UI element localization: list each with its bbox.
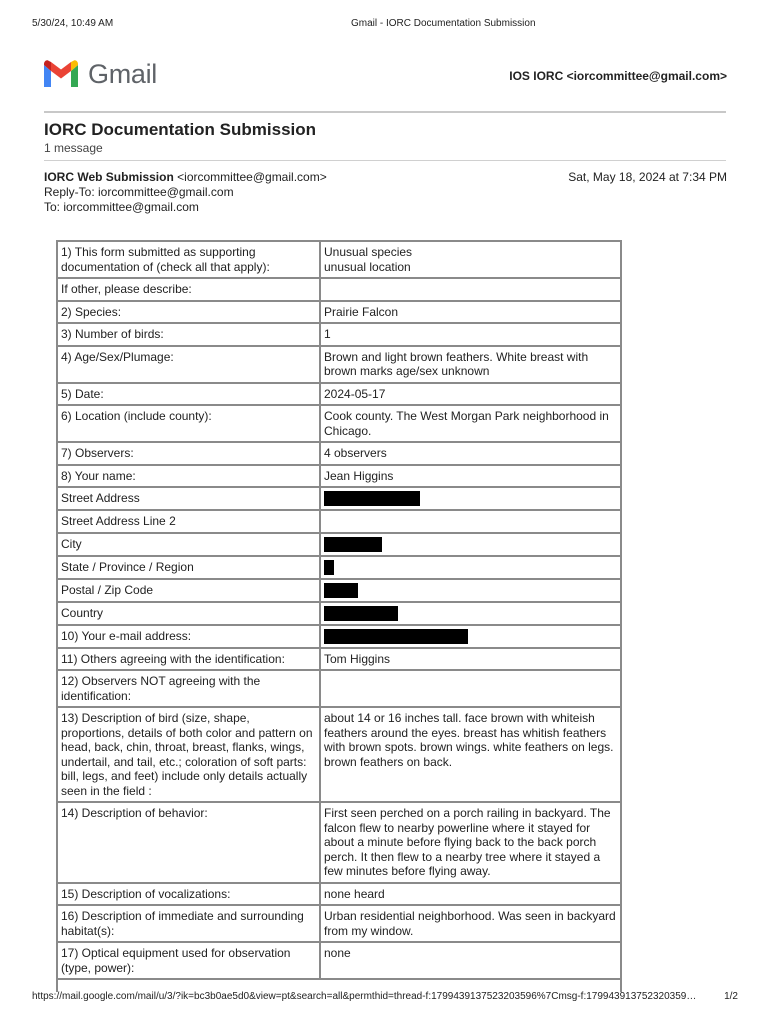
form-question: Country: [57, 602, 320, 625]
form-row: [57, 383, 621, 406]
form-row: [57, 323, 621, 346]
form-question: 4) Age/Sex/Plumage:: [57, 346, 320, 383]
redacted-block: [324, 583, 358, 598]
form-question: 7) Observers:: [57, 442, 320, 465]
form-answer: 4 observers: [320, 442, 621, 465]
gmail-wordmark: Gmail: [88, 58, 158, 89]
form-question: 6) Location (include county):: [57, 405, 320, 442]
form-question: 15) Description of vocalizations:: [57, 883, 320, 906]
gmail-logo: [42, 58, 157, 90]
form-question: 1) This form submitted as supporting documentation of (check all that apply):: [57, 241, 320, 278]
form-question: 14) Description of behavior:: [57, 802, 320, 883]
form-question: 12) Observers NOT agreeing with the identification:: [57, 670, 320, 707]
message-meta: [44, 170, 327, 215]
form-question: Street Address: [57, 487, 320, 510]
form-question: 16) Description of immediate and surrounding habitat(s):: [57, 905, 320, 942]
form-row: [57, 670, 621, 707]
redacted-block: [324, 606, 398, 621]
form-answer: none: [320, 942, 621, 979]
form-answer: none heard: [320, 883, 621, 906]
form-answer: 1: [320, 323, 621, 346]
form-row: [57, 602, 621, 625]
form-answer: [320, 533, 621, 556]
form-answer: [320, 510, 621, 533]
gmail-logo-icon: [42, 59, 80, 89]
print-header: [32, 18, 738, 32]
sender-email: <iorcommittee@gmail.com>: [177, 170, 327, 184]
form-row: [57, 707, 621, 802]
form-question: 2) Species:: [57, 301, 320, 324]
print-timestamp: 5/30/24, 10:49 AM: [32, 18, 114, 29]
form-row: [57, 465, 621, 488]
form-question: 11) Others agreeing with the identification:: [57, 648, 320, 671]
form-answer: about 14 or 16 inches tall. face brown with whiteish feathers around the eyes. breast has whitish feathers with brown spots. brown wings. white feathers on legs. brown feathers on back.: [320, 707, 621, 802]
redacted-block: [324, 537, 382, 552]
form-row: [57, 802, 621, 883]
redacted-block: [324, 629, 468, 644]
form-answer: Cook county. The West Morgan Park neighborhood in Chicago.: [320, 405, 621, 442]
subject-divider: [44, 160, 726, 161]
form-question: 8) Your name:: [57, 465, 320, 488]
form-question: 3) Number of birds:: [57, 323, 320, 346]
sender-name: IORC Web Submission: [44, 170, 174, 184]
form-answer: [320, 602, 621, 625]
form-question: 10) Your e-mail address:: [57, 625, 320, 648]
from-line: [44, 170, 327, 185]
form-row: [57, 510, 621, 533]
form-row: [57, 405, 621, 442]
redacted-block: [324, 491, 420, 506]
form-answer: [320, 556, 621, 579]
form-row: [57, 442, 621, 465]
form-answer: Jean Higgins: [320, 465, 621, 488]
form-row: [57, 648, 621, 671]
form-row: [57, 533, 621, 556]
message-count: 1 message: [44, 141, 103, 155]
header-divider: [44, 111, 726, 113]
submission-form-table: [56, 240, 622, 980]
form-answer: [320, 278, 621, 301]
form-row: [57, 905, 621, 942]
form-row: [57, 346, 621, 383]
email-subject: IORC Documentation Submission: [44, 120, 317, 139]
page-number: 1/2: [724, 991, 738, 1002]
form-answer: [320, 579, 621, 602]
form-question: State / Province / Region: [57, 556, 320, 579]
form-question: 17) Optical equipment used for observation (type, power):: [57, 942, 320, 979]
table-frame-right: [620, 972, 622, 992]
form-row: [57, 487, 621, 510]
form-question: 5) Date:: [57, 383, 320, 406]
form-answer: Tom Higgins: [320, 648, 621, 671]
form-question: 13) Description of bird (size, shape, proportions, details of both color and pattern on head, back, chin, throat, breast, flanks, wings, undertail, and tail, etc.; coloration of soft parts: bill, legs, and feet) include only details actually seen in the field :: [57, 707, 320, 802]
form-question: If other, please describe:: [57, 278, 320, 301]
form-question: Street Address Line 2: [57, 510, 320, 533]
print-page-title: Gmail - IORC Documentation Submission: [351, 18, 536, 29]
form-row: [57, 556, 621, 579]
form-row: [57, 883, 621, 906]
form-row: [57, 278, 621, 301]
to-line: To: iorcommittee@gmail.com: [44, 200, 199, 214]
form-row: [57, 579, 621, 602]
form-answer: [320, 670, 621, 707]
account-label: IOS IORC <iorcommittee@gmail.com>: [509, 69, 727, 83]
form-answer: First seen perched on a porch railing in backyard. The falcon flew to nearby powerline where it stayed for about a minute before flying back to the back porch perch. It then flew to a nearby tree where it stayed a few minutes before flying away.: [320, 802, 621, 883]
message-date: Sat, May 18, 2024 at 7:34 PM: [568, 170, 727, 184]
form-row: [57, 301, 621, 324]
form-answer: [320, 625, 621, 648]
form-question: City: [57, 533, 320, 556]
redacted-block: [324, 560, 334, 575]
reply-to-line: Reply-To: iorcommittee@gmail.com: [44, 185, 234, 199]
form-row: [57, 241, 621, 278]
form-answer: [320, 487, 621, 510]
form-answer: Prairie Falcon: [320, 301, 621, 324]
form-answer: 2024-05-17: [320, 383, 621, 406]
form-answer: Urban residential neighborhood. Was seen in backyard from my window.: [320, 905, 621, 942]
form-row: [57, 625, 621, 648]
form-answer: Brown and light brown feathers. White breast with brown marks age/sex unknown: [320, 346, 621, 383]
form-question: Postal / Zip Code: [57, 579, 320, 602]
form-answer: Unusual species unusual location: [320, 241, 621, 278]
print-url: https://mail.google.com/mail/u/3/?ik=bc3b0ae5d0&view=pt&search=all&permthid=thread-f:1799439137523203596%7Cmsg-f:179943913752320359…: [32, 991, 697, 1002]
table-frame-left: [56, 972, 58, 992]
form-row: [57, 942, 621, 979]
